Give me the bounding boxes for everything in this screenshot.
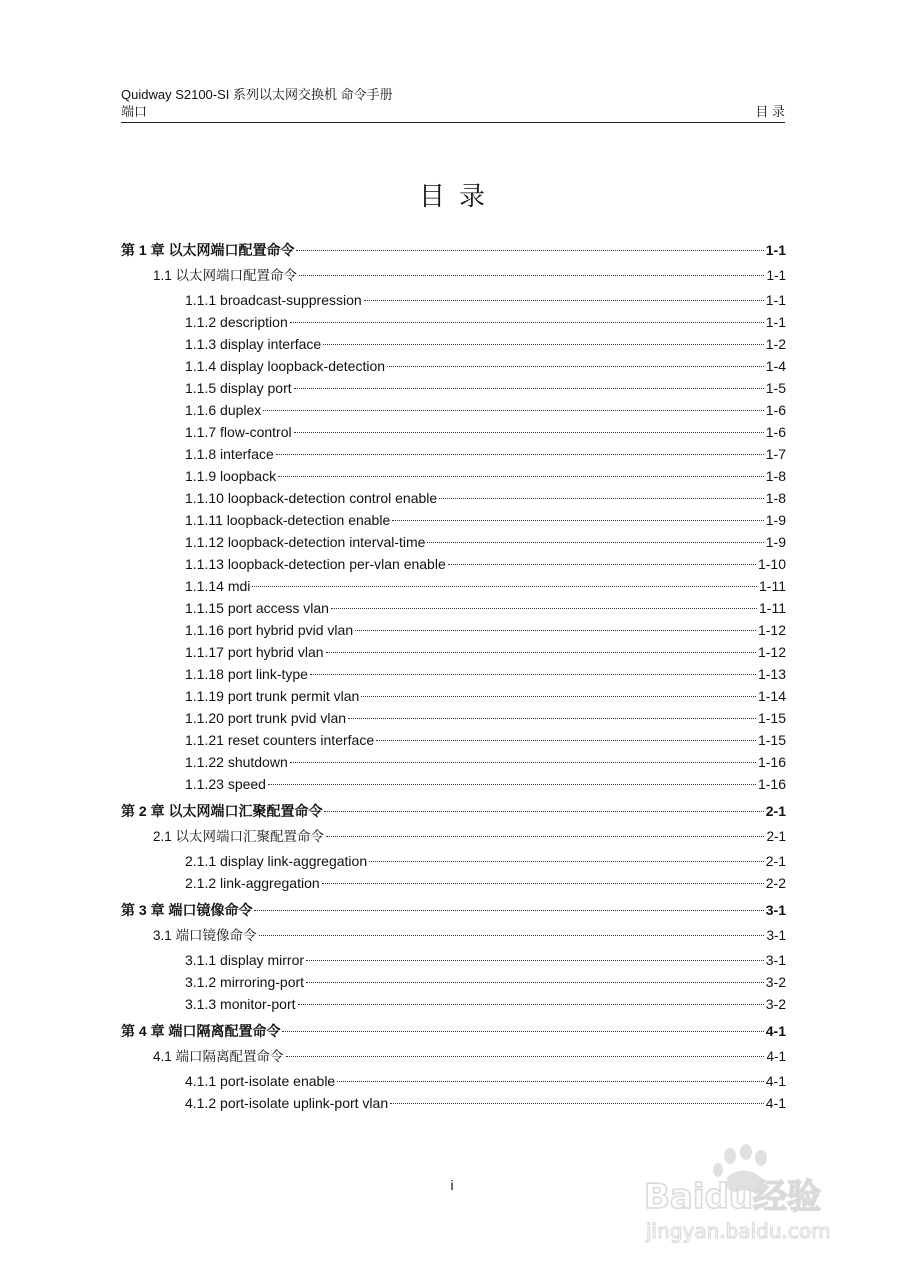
toc-entry-label: 1.1.4 display loopback-detection bbox=[185, 358, 386, 374]
toc-dot-leader bbox=[286, 1056, 765, 1057]
page-header bbox=[121, 86, 785, 120]
toc-entry[interactable] bbox=[121, 465, 786, 487]
toc-entry-page: 1-6 bbox=[765, 424, 786, 440]
toc-dot-leader bbox=[331, 608, 757, 609]
toc-dot-leader bbox=[306, 982, 764, 983]
toc-entry[interactable] bbox=[121, 949, 786, 971]
toc-entry-page: 1-12 bbox=[757, 622, 786, 638]
toc-entry-page: 2-1 bbox=[766, 829, 786, 844]
toc-entry[interactable] bbox=[121, 993, 786, 1015]
toc-dot-leader bbox=[306, 960, 764, 961]
toc-entry[interactable] bbox=[121, 641, 786, 663]
toc-entry-page: 1-12 bbox=[757, 644, 786, 660]
toc-entry-label: 3.1.3 monitor-port bbox=[185, 996, 296, 1012]
toc-dot-leader bbox=[276, 454, 764, 455]
toc-dot-leader bbox=[268, 784, 756, 785]
toc-entry[interactable] bbox=[121, 850, 786, 872]
toc-entry-label: 1.1.8 interface bbox=[185, 446, 274, 462]
toc-dot-leader bbox=[348, 718, 756, 719]
toc-entry-page: 1-8 bbox=[765, 468, 786, 484]
toc-entry-page: 1-9 bbox=[765, 534, 786, 550]
toc-entry-label: 1.1.15 port access vlan bbox=[185, 600, 329, 616]
toc-entry[interactable] bbox=[121, 333, 786, 355]
toc-entry[interactable] bbox=[121, 443, 786, 465]
toc-dot-leader bbox=[337, 1081, 764, 1082]
toc-entry[interactable] bbox=[121, 421, 786, 443]
watermark-brand: Baidu经验 bbox=[644, 1177, 822, 1217]
toc-entry-label: 1.1.23 speed bbox=[185, 776, 266, 792]
toc-entry[interactable] bbox=[121, 355, 786, 377]
toc-entry[interactable] bbox=[121, 729, 786, 751]
toc-entry-page: 1-16 bbox=[757, 776, 786, 792]
toc-entry-label: 1.1.16 port hybrid pvid vlan bbox=[185, 622, 354, 638]
toc-entry-page: 1-8 bbox=[765, 490, 786, 506]
toc-entry-page: 3-2 bbox=[765, 996, 786, 1012]
toc-entry-label: 1.1.19 port trunk permit vlan bbox=[185, 688, 360, 704]
toc-entry-page: 1-5 bbox=[765, 380, 786, 396]
toc-dot-leader bbox=[310, 674, 756, 675]
toc-entry-label: 第 1 章 以太网端口配置命令 bbox=[121, 242, 295, 258]
toc-entry-page: 1-11 bbox=[759, 578, 786, 594]
toc-section[interactable] bbox=[121, 923, 786, 949]
table-of-contents bbox=[121, 238, 786, 1114]
toc-entry-page: 1-4 bbox=[765, 358, 786, 374]
toc-entry-page: 1-2 bbox=[765, 336, 786, 352]
header-doc-title: Quidway S2100-SI 系列以太网交换机 命令手册 bbox=[121, 87, 393, 102]
toc-entry[interactable] bbox=[121, 685, 786, 707]
toc-section[interactable] bbox=[121, 824, 786, 850]
toc-entry-label: 第 4 章 端口隔离配置命令 bbox=[121, 1023, 281, 1039]
toc-entry-page: 1-6 bbox=[765, 402, 786, 418]
toc-entry-label: 3.1.1 display mirror bbox=[185, 952, 305, 968]
toc-dot-leader bbox=[387, 366, 764, 367]
toc-entry-page: 1-1 bbox=[765, 292, 786, 308]
toc-entry-label: 1.1.6 duplex bbox=[185, 402, 262, 418]
toc-dot-leader bbox=[259, 935, 765, 936]
toc-section[interactable] bbox=[121, 263, 786, 289]
toc-dot-leader bbox=[361, 696, 756, 697]
toc-entry-page: 1-1 bbox=[765, 242, 786, 258]
toc-entry-label: 第 3 章 端口镜像命令 bbox=[121, 902, 253, 918]
toc-entry-label: 2.1 以太网端口汇聚配置命令 bbox=[153, 829, 325, 844]
toc-dot-leader bbox=[439, 498, 764, 499]
toc-entry-label: 1.1.22 shutdown bbox=[185, 754, 288, 770]
toc-entry-page: 3-1 bbox=[766, 928, 786, 943]
toc-entry-page: 2-2 bbox=[765, 875, 786, 891]
toc-chapter[interactable] bbox=[121, 238, 786, 262]
toc-chapter[interactable] bbox=[121, 799, 786, 823]
toc-dot-leader bbox=[299, 275, 764, 276]
toc-entry-label: 1.1.20 port trunk pvid vlan bbox=[185, 710, 347, 726]
toc-entry-label: 1.1.2 description bbox=[185, 314, 288, 330]
toc-chapter[interactable] bbox=[121, 898, 786, 922]
toc-entry[interactable] bbox=[121, 1070, 786, 1092]
toc-entry-page: 4-1 bbox=[765, 1023, 786, 1039]
toc-dot-leader bbox=[427, 542, 763, 543]
toc-entry-label: 2.1.1 display link-aggregation bbox=[185, 853, 368, 869]
toc-entry-page: 1-13 bbox=[757, 666, 786, 682]
toc-entry-page: 2-1 bbox=[765, 853, 786, 869]
baidu-jingyan-watermark bbox=[642, 1142, 852, 1252]
watermark-url: jingyan.baidu.com bbox=[646, 1219, 831, 1243]
toc-dot-leader bbox=[294, 432, 764, 433]
toc-entry[interactable] bbox=[121, 707, 786, 729]
toc-entry-page: 1-9 bbox=[765, 512, 786, 528]
toc-entry-label: 1.1.13 loopback-detection per-vlan enable bbox=[185, 556, 446, 572]
toc-entry-label: 第 2 章 以太网端口汇聚配置命令 bbox=[121, 803, 323, 819]
toc-entry-label: 4.1.2 port-isolate uplink-port vlan bbox=[185, 1095, 389, 1111]
toc-entry-page: 1-10 bbox=[757, 556, 786, 572]
toc-entry[interactable] bbox=[121, 311, 786, 333]
header-right-label: 目 录 bbox=[755, 104, 785, 119]
toc-entry-page: 3-1 bbox=[765, 952, 786, 968]
toc-entry[interactable] bbox=[121, 751, 786, 773]
toc-entry-label: 2.1.2 link-aggregation bbox=[185, 875, 320, 891]
toc-entry-label: 1.1.1 broadcast-suppression bbox=[185, 292, 362, 308]
toc-entry-page: 4-1 bbox=[765, 1073, 786, 1089]
header-divider bbox=[121, 122, 785, 123]
toc-entry-label: 1.1.18 port link-type bbox=[185, 666, 308, 682]
toc-entry-page: 1-15 bbox=[757, 710, 786, 726]
toc-entry-label: 1.1.10 loopback-detection control enable bbox=[185, 490, 438, 506]
toc-entry-label: 3.1.2 mirroring-port bbox=[185, 974, 305, 990]
toc-dot-leader bbox=[322, 883, 764, 884]
page-number: i bbox=[450, 1177, 454, 1193]
toc-entry-page: 1-16 bbox=[757, 754, 786, 770]
toc-dot-leader bbox=[296, 250, 763, 251]
toc-entry-label: 1.1.5 display port bbox=[185, 380, 292, 396]
toc-dot-leader bbox=[254, 910, 763, 911]
toc-dot-leader bbox=[323, 344, 764, 345]
toc-entry[interactable] bbox=[121, 399, 786, 421]
header-section: 端口 bbox=[121, 104, 148, 119]
toc-dot-leader bbox=[448, 564, 756, 565]
toc-entry-label: 1.1.7 flow-control bbox=[185, 424, 292, 440]
toc-entry[interactable] bbox=[121, 509, 786, 531]
toc-dot-leader bbox=[326, 836, 764, 837]
toc-entry-label: 1.1 以太网端口配置命令 bbox=[153, 268, 298, 283]
toc-dot-leader bbox=[355, 630, 756, 631]
toc-entry-label: 1.1.9 loopback bbox=[185, 468, 277, 484]
toc-entry-label: 1.1.14 mdi bbox=[185, 578, 251, 594]
toc-dot-leader bbox=[376, 740, 756, 741]
toc-dot-leader bbox=[298, 1004, 764, 1005]
toc-entry[interactable] bbox=[121, 553, 786, 575]
toc-entry-page: 1-11 bbox=[759, 600, 786, 616]
toc-entry[interactable] bbox=[121, 487, 786, 509]
toc-entry[interactable] bbox=[121, 597, 786, 619]
toc-entry[interactable] bbox=[121, 377, 786, 399]
toc-entry-page: 1-1 bbox=[766, 268, 786, 283]
toc-dot-leader bbox=[290, 762, 756, 763]
toc-dot-leader bbox=[278, 476, 764, 477]
toc-entry-page: 1-7 bbox=[765, 446, 786, 462]
toc-dot-leader bbox=[369, 861, 764, 862]
toc-entry-page: 1-1 bbox=[765, 314, 786, 330]
toc-entry[interactable] bbox=[121, 1092, 786, 1114]
toc-entry[interactable] bbox=[121, 575, 786, 597]
page-title: 目录 bbox=[418, 182, 499, 212]
toc-entry[interactable] bbox=[121, 773, 786, 795]
toc-entry[interactable] bbox=[121, 531, 786, 553]
toc-entry[interactable] bbox=[121, 619, 786, 641]
toc-entry-label: 1.1.21 reset counters interface bbox=[185, 732, 375, 748]
toc-entry-page: 3-1 bbox=[765, 902, 786, 918]
toc-dot-leader bbox=[324, 811, 763, 812]
toc-entry-label: 4.1.1 port-isolate enable bbox=[185, 1073, 336, 1089]
toc-entry-page: 1-15 bbox=[757, 732, 786, 748]
toc-dot-leader bbox=[290, 322, 764, 323]
toc-entry[interactable] bbox=[121, 289, 786, 311]
toc-dot-leader bbox=[294, 388, 764, 389]
toc-entry-page: 1-14 bbox=[757, 688, 786, 704]
toc-dot-leader bbox=[252, 586, 757, 587]
toc-chapter[interactable] bbox=[121, 1019, 786, 1043]
toc-entry-label: 1.1.11 loopback-detection enable bbox=[185, 512, 391, 528]
toc-dot-leader bbox=[282, 1031, 763, 1032]
toc-entry-page: 2-1 bbox=[765, 803, 786, 819]
toc-dot-leader bbox=[364, 300, 764, 301]
toc-entry[interactable] bbox=[121, 971, 786, 993]
toc-dot-leader bbox=[390, 1103, 764, 1104]
toc-dot-leader bbox=[392, 520, 764, 521]
toc-section[interactable] bbox=[121, 1044, 786, 1070]
toc-entry-page: 4-1 bbox=[766, 1049, 786, 1064]
toc-entry-label: 3.1 端口镜像命令 bbox=[153, 928, 257, 943]
toc-entry[interactable] bbox=[121, 872, 786, 894]
toc-entry-label: 1.1.12 loopback-detection interval-time bbox=[185, 534, 426, 550]
toc-entry-label: 1.1.17 port hybrid vlan bbox=[185, 644, 324, 660]
toc-entry-page: 3-2 bbox=[765, 974, 786, 990]
toc-entry-label: 1.1.3 display interface bbox=[185, 336, 322, 352]
toc-entry[interactable] bbox=[121, 663, 786, 685]
toc-dot-leader bbox=[263, 410, 763, 411]
toc-entry-label: 4.1 端口隔离配置命令 bbox=[153, 1049, 284, 1064]
toc-entry-page: 4-1 bbox=[765, 1095, 786, 1111]
toc-dot-leader bbox=[326, 652, 756, 653]
